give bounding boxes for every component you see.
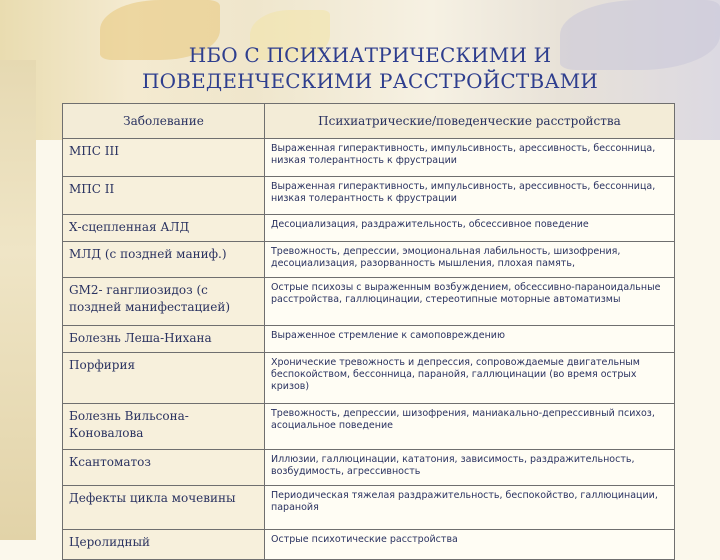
table-row xyxy=(63,215,675,242)
disease-cell: МПС II xyxy=(63,177,265,215)
left-decorative-band xyxy=(0,60,36,540)
table-row xyxy=(63,404,675,450)
table-row xyxy=(63,139,675,177)
disease-cell: МЛД (с поздней маниф.) xyxy=(63,242,265,278)
symptoms-cell: Десоциализация, раздражительность, обсессивное поведение xyxy=(265,215,675,242)
title-line-1: НБО С ПСИХИАТРИЧЕСКИМИ И xyxy=(188,43,552,67)
disease-cell: Болезнь Леша-Нихана xyxy=(63,326,265,353)
table-row xyxy=(63,278,675,326)
disease-cell: Дефекты цикла мочевины xyxy=(63,486,265,530)
symptoms-cell: Тревожность, депрессии, эмоциональная лабильность, шизофрения, десоциализация, разорванность мышления, плохая память, xyxy=(265,242,675,278)
disease-cell: Порфирия xyxy=(63,353,265,404)
symptoms-cell: Выраженное стремление к самоповреждению xyxy=(265,326,675,353)
disease-cell: МПС III xyxy=(63,139,265,177)
disorders-table xyxy=(62,103,675,560)
disease-cell: GM2- ганглиозидоз (с поздней манифестацией) xyxy=(63,278,265,326)
table-row xyxy=(63,177,675,215)
table-row xyxy=(63,353,675,404)
table-row xyxy=(63,486,675,530)
disease-cell: Церолидный xyxy=(63,530,265,560)
table-row xyxy=(63,326,675,353)
symptoms-cell: Выраженная гиперактивность, импульсивность, арессивность, бессонница, низкая толерантность к фрустрации xyxy=(265,139,675,177)
table-row xyxy=(63,530,675,560)
disease-cell: Ксантоматоз xyxy=(63,450,265,486)
disorders-table-container xyxy=(62,103,674,549)
symptoms-cell: Острые психозы с выраженным возбуждением, обсессивно-параноидальные расстройства, галлюцинации, стереотипные моторные автоматизмы xyxy=(265,278,675,326)
header-disease: Заболевание xyxy=(63,104,265,139)
symptoms-cell: Хронические тревожность и депрессия, сопровождаемые двигательным беспокойством, бессонница, паранойя, галлюцинации (во время острых кризов) xyxy=(265,353,675,404)
symptoms-cell: Тревожность, депрессии, шизофрения, маниакально-депрессивный психоз, асоциальное поведение xyxy=(265,404,675,450)
header-symptoms: Психиатрические/поведенческие расстройства xyxy=(265,104,675,139)
disease-cell: Х-сцепленная АЛД xyxy=(63,215,265,242)
symptoms-cell: Острые психотические расстройства xyxy=(265,530,675,560)
table-row xyxy=(63,450,675,486)
page-title xyxy=(70,42,670,94)
table-header-row xyxy=(63,104,675,139)
title-line-2: ПОВЕДЕНЧЕСКИМИ РАССТРОЙСТВАМИ xyxy=(141,69,599,93)
table-row xyxy=(63,242,675,278)
disease-cell: Болезнь Вильсона-Коновалова xyxy=(63,404,265,450)
symptoms-cell: Выраженная гиперактивность, импульсивность, арессивность, бессонница, низкая толерантность к фрустрации xyxy=(265,177,675,215)
symptoms-cell: Периодическая тяжелая раздражительность, беспокойство, галлюцинации, паранойя xyxy=(265,486,675,530)
symptoms-cell: Иллюзии, галлюцинации, кататония, зависимость, раздражительность, возбудимость, агрессивность xyxy=(265,450,675,486)
